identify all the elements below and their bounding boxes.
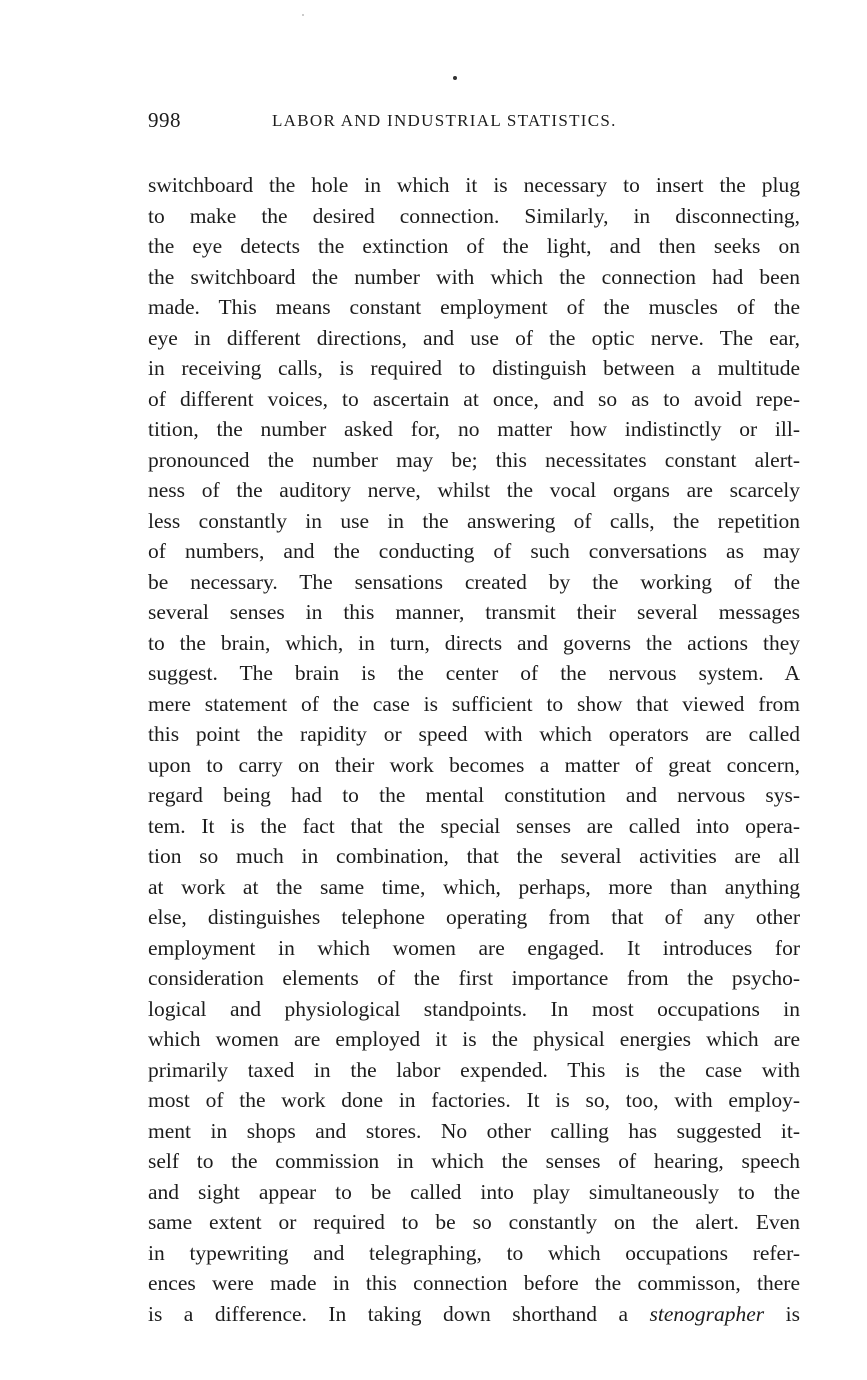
text-line: the switchboard the number with which the connection had been bbox=[148, 264, 800, 289]
italic-term: stenographer bbox=[649, 1301, 765, 1326]
text-line: of different voices, to ascertain at once, and so as to avoid repe- bbox=[148, 386, 800, 411]
text-line: primarily taxed in the labor expended. This is the case with bbox=[148, 1057, 800, 1082]
final-line-start: is a difference. In taking down shorthand a bbox=[148, 1301, 650, 1326]
text-line: else, distinguishes telephone operating from that of any other bbox=[148, 905, 800, 929]
ink-speck bbox=[302, 14, 304, 16]
text-line: to make the desired connection. Similarly, in disconnecting, bbox=[148, 203, 800, 228]
text-line: of numbers, and the conducting of such conversations as may bbox=[148, 539, 800, 563]
body-paragraph bbox=[148, 170, 800, 1329]
text-line: tition, the number asked for, no matter how indistinctly or ill- bbox=[148, 417, 800, 441]
text-line: eye in different directions, and use of the optic nerve. The ear, bbox=[148, 325, 800, 350]
page-header bbox=[148, 108, 800, 138]
text-line: regard being had to the mental constitution and nervous sys- bbox=[148, 783, 800, 807]
final-line-end: is bbox=[764, 1301, 800, 1326]
text-line: self to the commission in which the senses of hearing, speech bbox=[148, 1149, 800, 1173]
text-line: several senses in this manner, transmit their several messages bbox=[148, 600, 800, 624]
text-line: mere statement of the case is sufficient to show that viewed from bbox=[148, 691, 800, 716]
text-line: be necessary. The sensations created by the working of the bbox=[148, 569, 800, 594]
text-line: tem. It is the fact that the special senses are called into opera- bbox=[148, 813, 800, 838]
text-line: upon to carry on their work becomes a matter of great concern, bbox=[148, 752, 800, 777]
text-line: ment in shops and stores. No other calling has suggested it- bbox=[148, 1118, 800, 1143]
text-line: pronounced the number may be; this necessitates constant alert- bbox=[148, 447, 800, 472]
text-line: logical and physiological standpoints. In most occupations in bbox=[148, 996, 800, 1021]
text-line: ences were made in this connection before the commisson, there bbox=[148, 1271, 800, 1295]
text-line: to the brain, which, in turn, directs and governs the actions they bbox=[148, 630, 800, 655]
text-line: in typewriting and telegraphing, to which occupations refer- bbox=[148, 1240, 800, 1265]
text-line: employment in which women are engaged. It introduces for bbox=[148, 935, 800, 960]
text-line: the eye detects the extinction of the light, and then seeks on bbox=[148, 234, 800, 258]
text-line: suggest. The brain is the center of the nervous system. A bbox=[148, 661, 800, 685]
text-line-final bbox=[148, 1299, 800, 1330]
text-line: ness of the auditory nerve, whilst the vocal organs are scarcely bbox=[148, 478, 800, 502]
text-line: in receiving calls, is required to distinguish between a multitude bbox=[148, 356, 800, 380]
running-head: LABOR AND INDUSTRIAL STATISTICS. bbox=[272, 111, 617, 130]
text-line: tion so much in combination, that the several activities are all bbox=[148, 844, 800, 868]
text-line: switchboard the hole in which it is necessary to insert the plug bbox=[148, 173, 800, 197]
text-line: less constantly in use in the answering of calls, the repetition bbox=[148, 508, 800, 533]
text-line: made. This means constant employment of the muscles of the bbox=[148, 295, 800, 319]
page-number: 998 bbox=[148, 108, 181, 132]
text-line: this point the rapidity or speed with which operators are called bbox=[148, 722, 800, 746]
text-line: same extent or required to be so constantly on the alert. Even bbox=[148, 1210, 800, 1234]
text-line: which women are employed it is the physical energies which are bbox=[148, 1027, 800, 1051]
text-line: consideration elements of the first importance from the psycho- bbox=[148, 966, 800, 990]
ink-speck bbox=[453, 76, 457, 80]
text-line: and sight appear to be called into play simultaneously to the bbox=[148, 1179, 800, 1204]
text-line: at work at the same time, which, perhaps, more than anything bbox=[148, 874, 800, 899]
text-line: most of the work done in factories. It is so, too, with employ- bbox=[148, 1088, 800, 1112]
